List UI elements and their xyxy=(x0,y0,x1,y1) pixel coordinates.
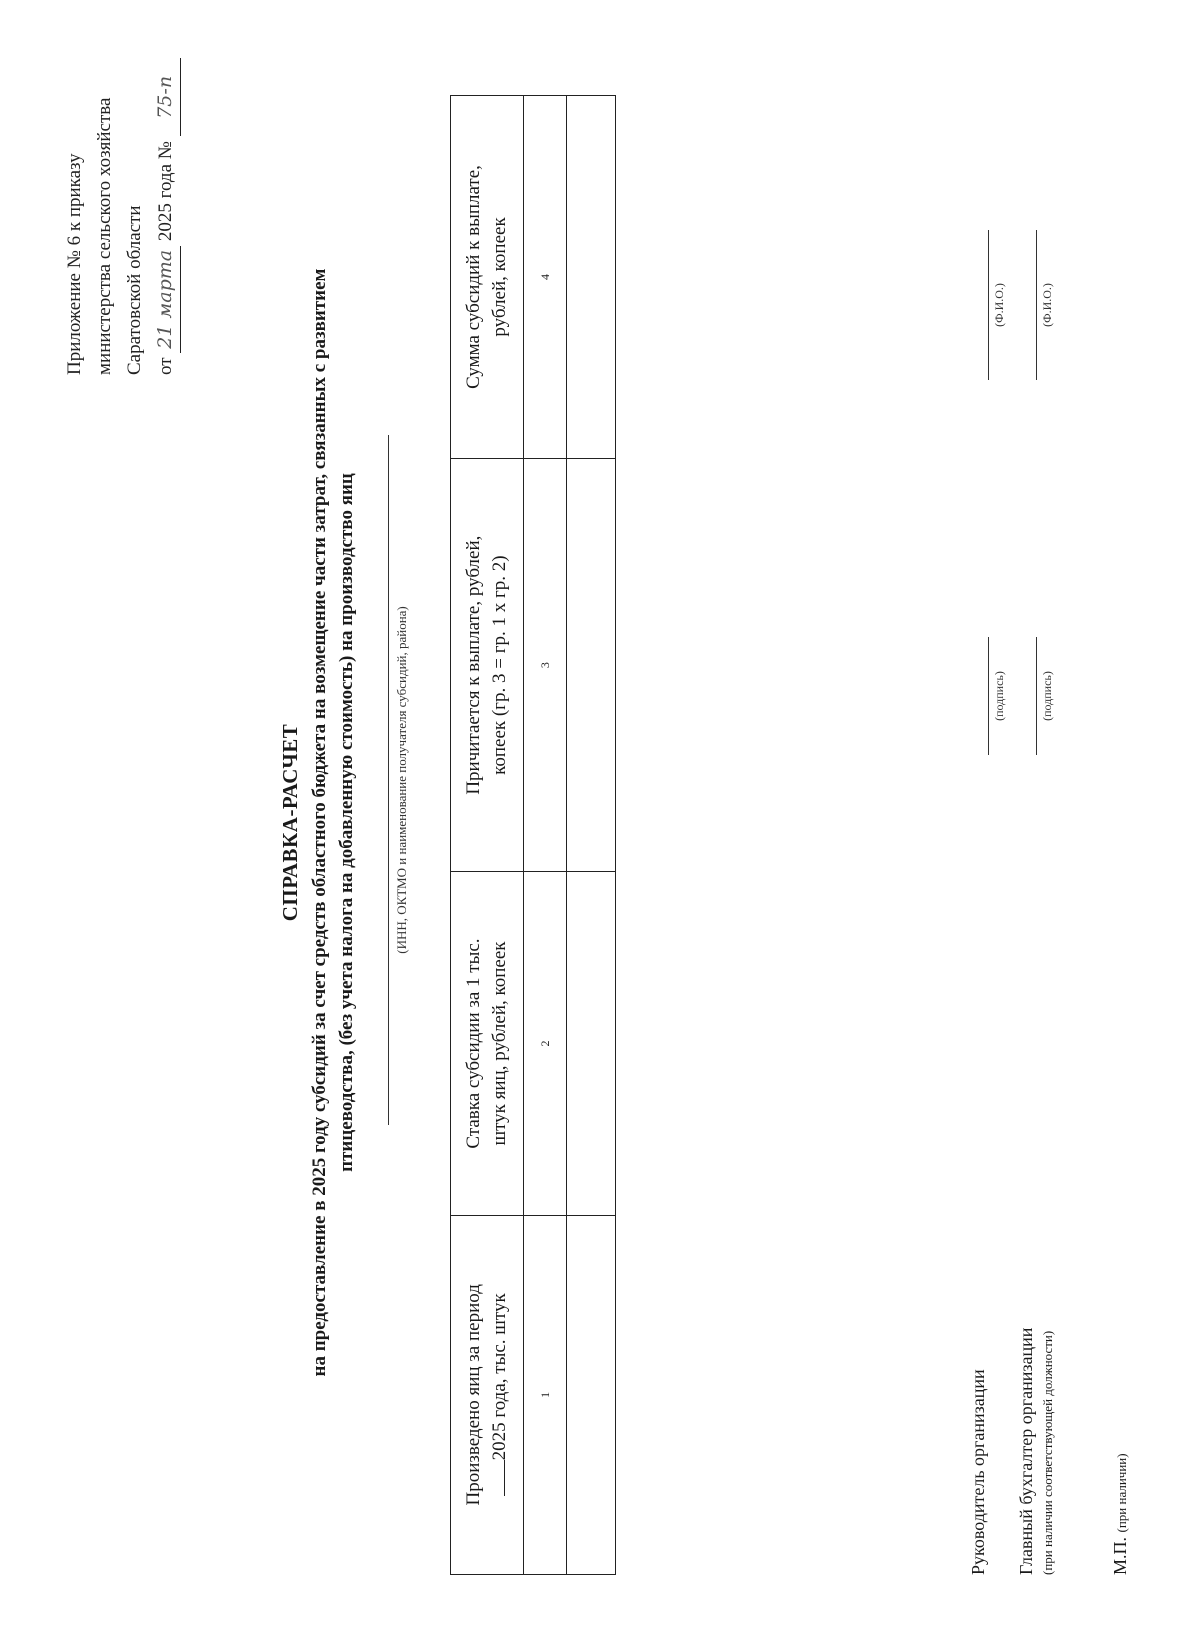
table-cell[interactable] xyxy=(567,96,616,459)
stamp-label: М.П. xyxy=(1110,1536,1130,1575)
recipient-caption: (ИНН, ОКТМО и наименование получателя субсидий, района) xyxy=(394,606,409,954)
document-subtitle xyxy=(306,0,360,1645)
column-number: 3 xyxy=(524,458,567,871)
table-cell[interactable] xyxy=(567,872,616,1215)
date-prefix: от xyxy=(155,357,176,375)
appendix-line-1: Приложение № 6 к приказу xyxy=(64,153,85,375)
appendix-date-line xyxy=(150,58,181,375)
handwritten-date: 21 марта xyxy=(150,246,181,353)
recipient-field-line[interactable] xyxy=(388,435,389,1125)
table-cell[interactable] xyxy=(567,1215,616,1574)
document-title: СПРАВКА-РАСЧЕТ xyxy=(278,723,302,922)
accountant-name-caption: (Ф.И.О.) xyxy=(1040,283,1054,327)
date-suffix: 2025 года № xyxy=(155,141,176,242)
table-header-row xyxy=(451,96,524,1575)
header-subsidy-sum: Сумма субсидий к выплате, рублей, копеек xyxy=(451,96,524,459)
head-signature-caption: (подпись) xyxy=(992,671,1006,721)
column-number: 1 xyxy=(524,1215,567,1574)
appendix-header xyxy=(60,58,181,375)
appendix-line-3: Саратовской области xyxy=(124,205,145,375)
head-name-caption: (Ф.И.О.) xyxy=(992,283,1006,327)
head-name-line[interactable] xyxy=(988,230,989,380)
table-row xyxy=(567,96,616,1575)
head-of-organization-label: Руководитель организации xyxy=(968,1369,988,1575)
stamp-note: (при наличии) xyxy=(1114,1453,1129,1533)
header-amount-due: Причитается к выплате, рублей, копеек (гр. 3 = гр. 1 х гр. 2) xyxy=(451,458,524,871)
stamp-place xyxy=(1110,1453,1131,1575)
calculation-table xyxy=(450,95,616,1575)
accountant-name-line[interactable] xyxy=(1036,230,1037,380)
period-blank[interactable] xyxy=(504,1460,505,1496)
header-eggs-produced: Произведено яиц за период 2025 года, тыс. штук xyxy=(451,1215,524,1574)
appendix-line-2: министерства сельского хозяйства xyxy=(94,97,115,375)
table-column-number-row xyxy=(524,96,567,1575)
chief-accountant-label: Главный бухгалтер организации xyxy=(1016,1327,1036,1575)
subtitle-line-2: птицеводства, (без учета налога на добавленную стоимость) на производство яиц xyxy=(336,473,357,1172)
chief-accountant-note: (при наличии соответствующей должности) xyxy=(1040,1330,1055,1575)
accountant-signature-caption: (подпись) xyxy=(1040,671,1054,721)
column-number: 4 xyxy=(524,96,567,459)
subtitle-line-1: на предоставление в 2025 году субсидий за счет средств областного бюджета на возмещение части затрат, связанных с развитием xyxy=(309,268,330,1377)
handwritten-number: 75-п xyxy=(150,58,181,136)
accountant-signature-line[interactable] xyxy=(1036,637,1037,755)
column-number: 2 xyxy=(524,872,567,1215)
header-subsidy-rate: Ставка субсидии за 1 тыс. штук яиц, рублей, копеек xyxy=(451,872,524,1215)
head-signature-line[interactable] xyxy=(988,637,989,755)
table-cell[interactable] xyxy=(567,458,616,871)
